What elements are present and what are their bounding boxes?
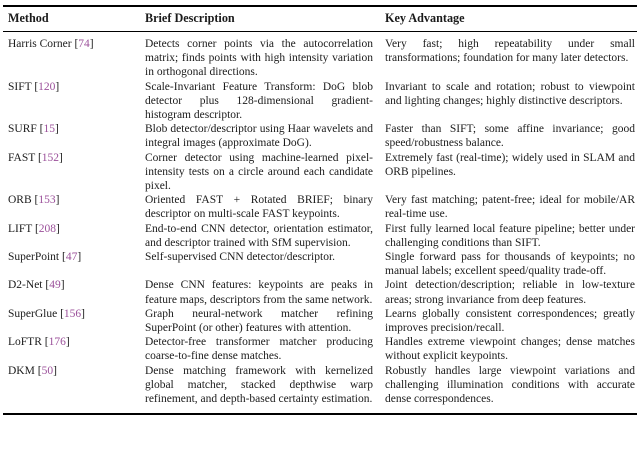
citation-number: 153: [38, 194, 56, 207]
advantage-cell: Handles extreme viewpoint changes; dense matches without explicit keypoints.: [385, 336, 635, 363]
citation-link[interactable]: [62, 251, 81, 263]
method-name: LoFTR: [8, 336, 42, 349]
method-cell: [3, 364, 145, 415]
methods-comparison-table: [3, 5, 637, 415]
method-cell: [3, 335, 145, 363]
description-cell: Dense matching framework with kernelized global matcher, stacked depthwise warp refinement, and depth-based certainty estimation.: [145, 364, 373, 406]
citation-link[interactable]: [35, 223, 60, 235]
method-cell: [3, 222, 145, 250]
method-cell: [3, 307, 145, 335]
col-header-brief-description: Brief Description: [145, 6, 385, 32]
citation-close-bracket: ]: [59, 151, 63, 164]
table-row: [3, 335, 637, 363]
citation-close-bracket: ]: [55, 194, 60, 207]
citation-link[interactable]: [38, 365, 57, 377]
method-name: LIFT: [8, 222, 33, 235]
citation-link[interactable]: [34, 81, 59, 93]
table-row: [3, 278, 637, 306]
col-header-method: Method: [3, 6, 145, 32]
citation-link[interactable]: [60, 308, 85, 320]
advantage-cell: Single forward pass for thousands of keypoints; no manual labels; excellent speed/quality trade-off.: [385, 251, 635, 278]
table-row: [3, 307, 637, 335]
citation-number: 74: [78, 38, 90, 50]
citation-open-bracket: [: [74, 38, 79, 50]
table-row: [3, 364, 637, 415]
method-name: SIFT: [8, 80, 32, 93]
method-name: SuperPoint: [8, 251, 60, 264]
citation-close-bracket: ]: [55, 80, 60, 93]
citation-number: 208: [38, 222, 57, 235]
citation-open-bracket: [: [60, 307, 64, 320]
advantage-cell: Extremely fast (real-time); widely used in SLAM and ORB pipelines.: [385, 151, 635, 178]
citation-close-bracket: ]: [77, 251, 82, 264]
description-cell: Scale-Invariant Feature Transform: DoG blob detector plus 128-dimensional gradient-histogram descriptor.: [145, 80, 373, 122]
citation-number: 152: [41, 151, 60, 164]
advantage-cell: Learns globally consistent correspondences; greatly improves precision/recall.: [385, 307, 635, 335]
citation-close-bracket: ]: [89, 38, 94, 50]
citation-open-bracket: [: [45, 279, 50, 292]
description-cell: Corner detector using machine-learned pixel-intensity tests on a circle around each candidate pixel.: [145, 151, 373, 193]
method-name: FAST: [8, 151, 36, 164]
table-row: [3, 80, 637, 123]
description-cell: Blob detector/descriptor using Haar wavelets and integral images (approximate DoG).: [145, 123, 373, 150]
table-row: [3, 32, 637, 80]
method-cell: [3, 151, 145, 194]
table-row: [3, 151, 637, 194]
method-cell: [3, 193, 145, 221]
method-cell: [3, 250, 145, 278]
advantage-cell: Invariant to scale and rotation; robust to viewpoint and lighting changes; highly distinctive descriptors.: [385, 80, 635, 107]
description-cell: End-to-end CNN detector, orientation estimator, and descriptor trained with SfM supervision.: [145, 222, 373, 249]
citation-open-bracket: [: [44, 336, 49, 349]
advantage-cell: First fully learned local feature pipeline; better under challenging conditions than SIFT.: [385, 222, 635, 249]
citation-link[interactable]: [74, 38, 93, 50]
citation-number: 50: [41, 364, 54, 377]
citation-open-bracket: [: [62, 251, 66, 264]
citation-open-bracket: [: [34, 80, 39, 93]
citation-open-bracket: [: [37, 364, 42, 377]
citation-link[interactable]: [38, 152, 63, 164]
citation-open-bracket: [: [37, 151, 42, 164]
table-row: [3, 222, 637, 250]
citation-open-bracket: [: [34, 222, 39, 235]
citation-close-bracket: ]: [60, 279, 65, 292]
method-name: DKM: [8, 364, 35, 377]
citation-link[interactable]: [40, 123, 59, 135]
col-header-key-advantage: Key Advantage: [385, 6, 637, 32]
method-name: ORB: [8, 194, 32, 207]
header-row: [3, 6, 637, 32]
citation-link[interactable]: [45, 279, 64, 291]
citation-link[interactable]: [45, 336, 70, 348]
table-row: [3, 193, 637, 221]
advantage-cell: Faster than SIFT; some affine invariance; good speed/robustness balance.: [385, 123, 635, 150]
method-name: D2-Net: [8, 279, 43, 292]
method-cell: [3, 278, 145, 306]
table-row: [3, 250, 637, 278]
method-cell: [3, 122, 145, 150]
description-cell: Detects corner points via the autocorrelation matrix; finds points with high intensity variation in orthogonal directions.: [145, 38, 373, 79]
citation-close-bracket: ]: [53, 364, 57, 377]
description-cell: Graph neural-network matcher refining SuperPoint (or other) features with attention.: [145, 307, 373, 335]
citation-open-bracket: [: [34, 194, 39, 207]
description-cell: Detector-free transformer matcher producing coarse-to-fine dense matches.: [145, 336, 373, 363]
citation-close-bracket: ]: [65, 336, 70, 349]
advantage-cell: Joint detection/description; reliable in low-texture areas; strong invariance from deep features.: [385, 279, 635, 306]
citation-close-bracket: ]: [81, 307, 85, 320]
citation-number: 47: [65, 251, 78, 264]
method-name: SuperGlue: [8, 307, 58, 320]
description-cell: Self-supervised CNN detector/descriptor.: [145, 251, 336, 264]
citation-close-bracket: ]: [55, 123, 59, 136]
method-name: SURF: [8, 123, 37, 136]
citation-number: 176: [48, 336, 66, 349]
citation-number: 120: [38, 80, 56, 93]
advantage-cell: Robustly handles large viewpoint variations and challenging illumination conditions with accurate dense correspondences.: [385, 364, 635, 406]
citation-number: 49: [49, 279, 61, 292]
description-cell: Oriented FAST + Rotated BRIEF; binary descriptor on multi-scale FAST keypoints.: [145, 194, 373, 221]
citation-number: 15: [43, 123, 55, 136]
citation-open-bracket: [: [39, 123, 44, 136]
citation-link[interactable]: [35, 194, 60, 206]
description-cell: Dense CNN features: keypoints are peaks in feature maps, descriptors from the same network.: [145, 279, 373, 306]
method-cell: [3, 32, 145, 80]
method-cell: [3, 80, 145, 123]
citation-close-bracket: ]: [56, 222, 60, 235]
citation-number: 156: [63, 307, 82, 320]
advantage-cell: Very fast matching; patent-free; ideal for mobile/AR real-time use.: [385, 194, 635, 221]
advantage-cell: Very fast; high repeatability under small transformations; foundation for many later detectors.: [385, 38, 635, 65]
method-name: Harris Corner: [8, 38, 72, 50]
table-row: [3, 122, 637, 150]
